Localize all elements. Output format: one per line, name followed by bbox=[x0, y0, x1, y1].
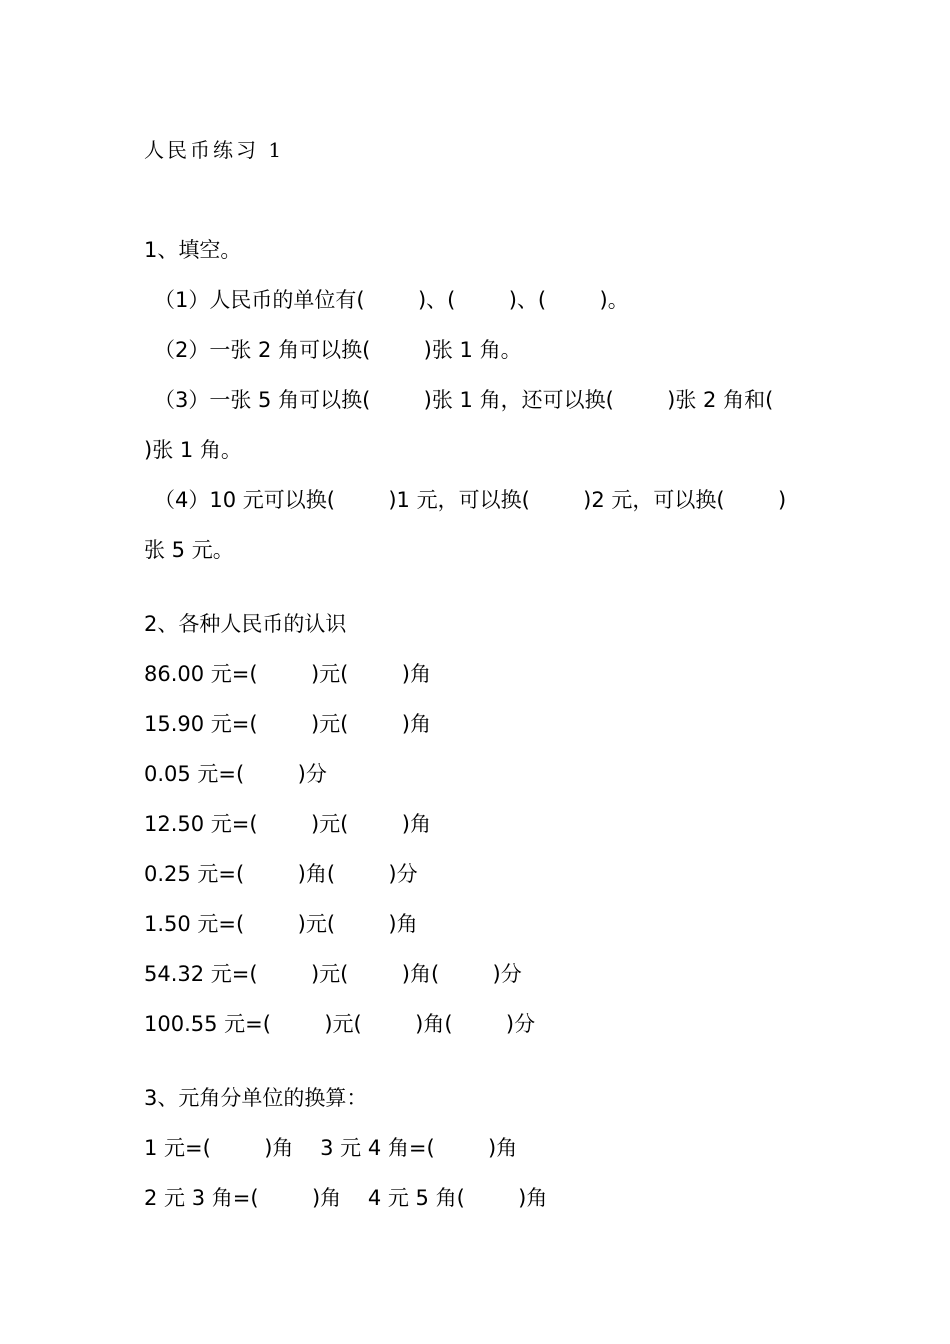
conversion-item: 54.32 元=( )元( )角( )分 bbox=[144, 962, 522, 986]
section-2-heading: 2、各种人民币的认识 bbox=[144, 612, 347, 636]
page-title: 人民币练习 1 bbox=[144, 138, 285, 162]
question-1-1: （1）人民币的单位有( )、( )、( )。 bbox=[154, 288, 629, 312]
unit-conversion-item: 1 元=( )角 3 元 4 角=( )角 bbox=[144, 1136, 518, 1160]
conversion-item: 1.50 元=( )元( )角 bbox=[144, 912, 418, 936]
unit-conversion-item: 2 元 3 角=( )角 4 元 5 角( )角 bbox=[144, 1186, 548, 1210]
section-3-heading: 3、元角分单位的换算： bbox=[144, 1086, 368, 1110]
question-1-3-continued: )张 1 角。 bbox=[144, 438, 242, 462]
conversion-item: 100.55 元=( )元( )角( )分 bbox=[144, 1012, 536, 1036]
section-1-heading: 1、填空。 bbox=[144, 238, 242, 262]
question-1-4-continued: 张 5 元。 bbox=[144, 538, 234, 562]
question-1-2: （2）一张 2 角可以换( )张 1 角。 bbox=[154, 338, 522, 362]
conversion-item: 12.50 元=( )元( )角 bbox=[144, 812, 431, 836]
conversion-item: 0.05 元=( )分 bbox=[144, 762, 327, 786]
question-1-4: （4）10 元可以换( )1 元，可以换( )2 元，可以换( ) bbox=[154, 488, 787, 512]
conversion-item: 86.00 元=( )元( )角 bbox=[144, 662, 431, 686]
question-1-3: （3）一张 5 角可以换( )张 1 角，还可以换( )张 2 角和( bbox=[154, 388, 774, 412]
conversion-item: 15.90 元=( )元( )角 bbox=[144, 712, 431, 736]
conversion-item: 0.25 元=( )角( )分 bbox=[144, 862, 418, 886]
